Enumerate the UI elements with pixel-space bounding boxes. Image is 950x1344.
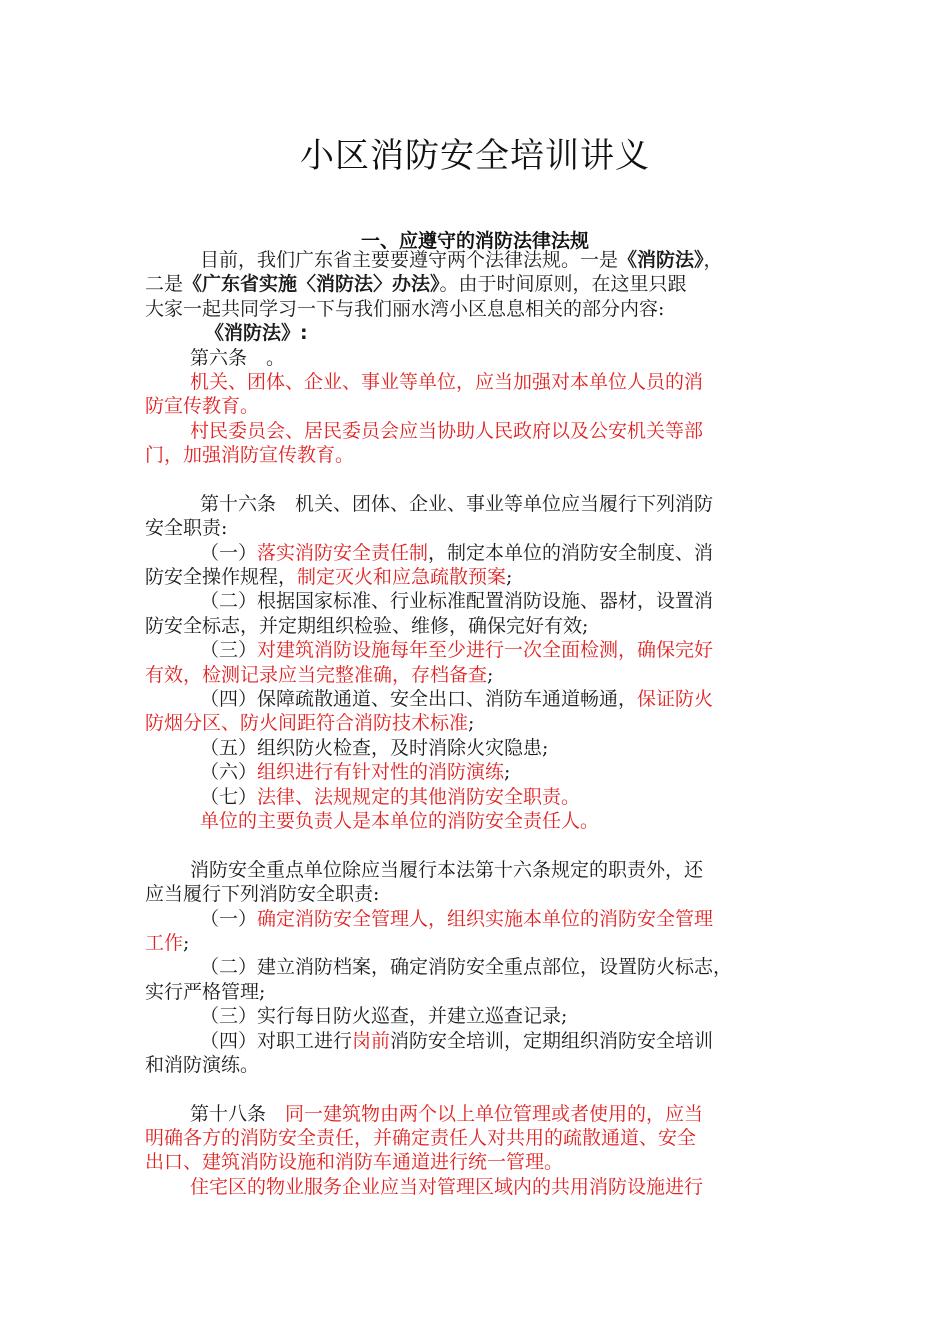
list-item: 和消防演练。 (145, 1053, 260, 1076)
list-item: 防安全标志，并定期组织检验、维修，确保完好有效; (145, 614, 589, 637)
text: （一） (200, 907, 258, 930)
paragraph-line: 大家一起共同学习一下与我们丽水湾小区息息相关的部分内容: (145, 297, 665, 320)
spacer (145, 833, 810, 857)
article-heading: 第六条 。 (190, 346, 286, 369)
list-item: （二）建立消防档案，确定消防安全重点部位，设置防火标志， (200, 956, 733, 979)
spacer (145, 468, 810, 492)
highlight: 保证防火 (637, 688, 714, 711)
article-line: 第十六条 机关、团体、企业、事业等单位应当履行下列消防 (200, 492, 714, 515)
text: 。由于时间原则，在这里只跟 (439, 273, 687, 296)
article-line: 明确各方的消防安全责任，并确定责任人对共用的疏散通道、安全 (145, 1127, 697, 1150)
list-item (145, 541, 810, 565)
text: ，制定本单位的消防安全制度、消 (428, 541, 714, 564)
article-line: 住宅区的物业服务企业应当对管理区域内的共用消防设施进行 (190, 1175, 704, 1198)
text: （六） (200, 761, 258, 784)
paragraph-line (145, 272, 810, 296)
section-heading: 一、应遵守的消防法律法规 (360, 230, 589, 252)
paragraph-line (145, 248, 810, 272)
list-item (145, 760, 810, 784)
highlight: 制定灭火和应急疏散预案 (297, 566, 507, 589)
article-line (145, 1102, 810, 1126)
article-line: 应当履行下列消防安全职责: (145, 883, 380, 906)
article-line: 安全职责: (145, 517, 228, 540)
document-title: 小区消防安全培训讲义 (300, 136, 650, 176)
highlight: 岗前 (352, 1029, 391, 1052)
highlight: 有效，检测记录应当完整准确，存档备查 (145, 663, 488, 686)
text: ; (506, 566, 513, 589)
highlight: 组织进行有针对性的消防演练 (257, 761, 505, 784)
text: ; (183, 931, 190, 954)
article-line: 单位的主要负责人是本单位的消防安全责任人。 (200, 809, 600, 832)
list-item: （五）组织防火检查，及时消除火灾隐患; (200, 736, 549, 759)
text: 第十八条 (190, 1102, 286, 1125)
list-item (145, 907, 810, 931)
text: ; (487, 663, 494, 686)
highlight: 落实消防安全责任制 (257, 541, 429, 564)
list-item (145, 638, 810, 662)
text: 消防安全培训，定期组织消防安全培训 (390, 1029, 714, 1052)
text: 二是 (145, 273, 184, 296)
list-item: 实行严格管理; (145, 980, 266, 1003)
text: ; (504, 761, 511, 784)
document-body (145, 248, 810, 1199)
text: （七） (200, 785, 258, 808)
article-line: 消防安全重点单位除应当履行本法第十六条规定的职责外，还 (190, 858, 704, 881)
highlight: 法律、法规规定的其他消防安全职责。 (257, 785, 581, 808)
text: （一） (200, 541, 258, 564)
article-line: 防宣传教育。 (145, 395, 260, 418)
list-item (145, 663, 810, 687)
text: （四）对职工进行 (200, 1029, 353, 1052)
list-item (145, 931, 810, 955)
list-item (145, 785, 810, 809)
spacer (145, 1077, 810, 1101)
highlight: 同一建筑物由两个以上单位管理或者使用的，应当 (285, 1102, 704, 1125)
text: （三） (200, 639, 258, 662)
highlight: 工作 (145, 931, 184, 954)
article-line: 村民委员会、居民委员会应当协助人民政府以及公安机关等部 (190, 419, 704, 442)
law-name: 《广东省实施〈消防法〉办法》 (183, 273, 440, 296)
list-item (145, 711, 810, 735)
article-line: 出口、建筑消防设施和消防车通道进行统一管理。 (145, 1151, 564, 1174)
highlight: 对建筑消防设施每年至少进行一次全面检测，确保完好 (257, 639, 714, 662)
highlight: 防烟分区、防火间距符合消防技术标准 (145, 712, 469, 735)
article-line: 机关、团体、企业、事业等单位，应当加强对本单位人员的消 (190, 370, 704, 393)
text: ; (468, 712, 475, 735)
text: 防安全操作规程， (145, 566, 298, 589)
list-item: （三）实行每日防火巡查，并建立巡查记录; (200, 1005, 568, 1028)
highlight: 确定消防安全管理人，组织实施本单位的消防安全管理 (257, 907, 714, 930)
text: （四）保障疏散通道、安全出口、消防车通道畅通， (200, 688, 638, 711)
law-name: 《消防法》 (618, 249, 704, 271)
text: 目前，我们广东省主要要遵守两个法律法规。一是 (200, 249, 619, 271)
list-item (145, 687, 810, 711)
text: ， (703, 249, 723, 271)
article-line: 门，加强消防宣传教育。 (145, 444, 355, 467)
list-item (145, 565, 810, 589)
list-item: （二）根据国家标准、行业标准配置消防设施、器材，设置消 (200, 590, 714, 613)
list-item (145, 1029, 810, 1053)
law-label: 《消防法》: (205, 322, 308, 345)
